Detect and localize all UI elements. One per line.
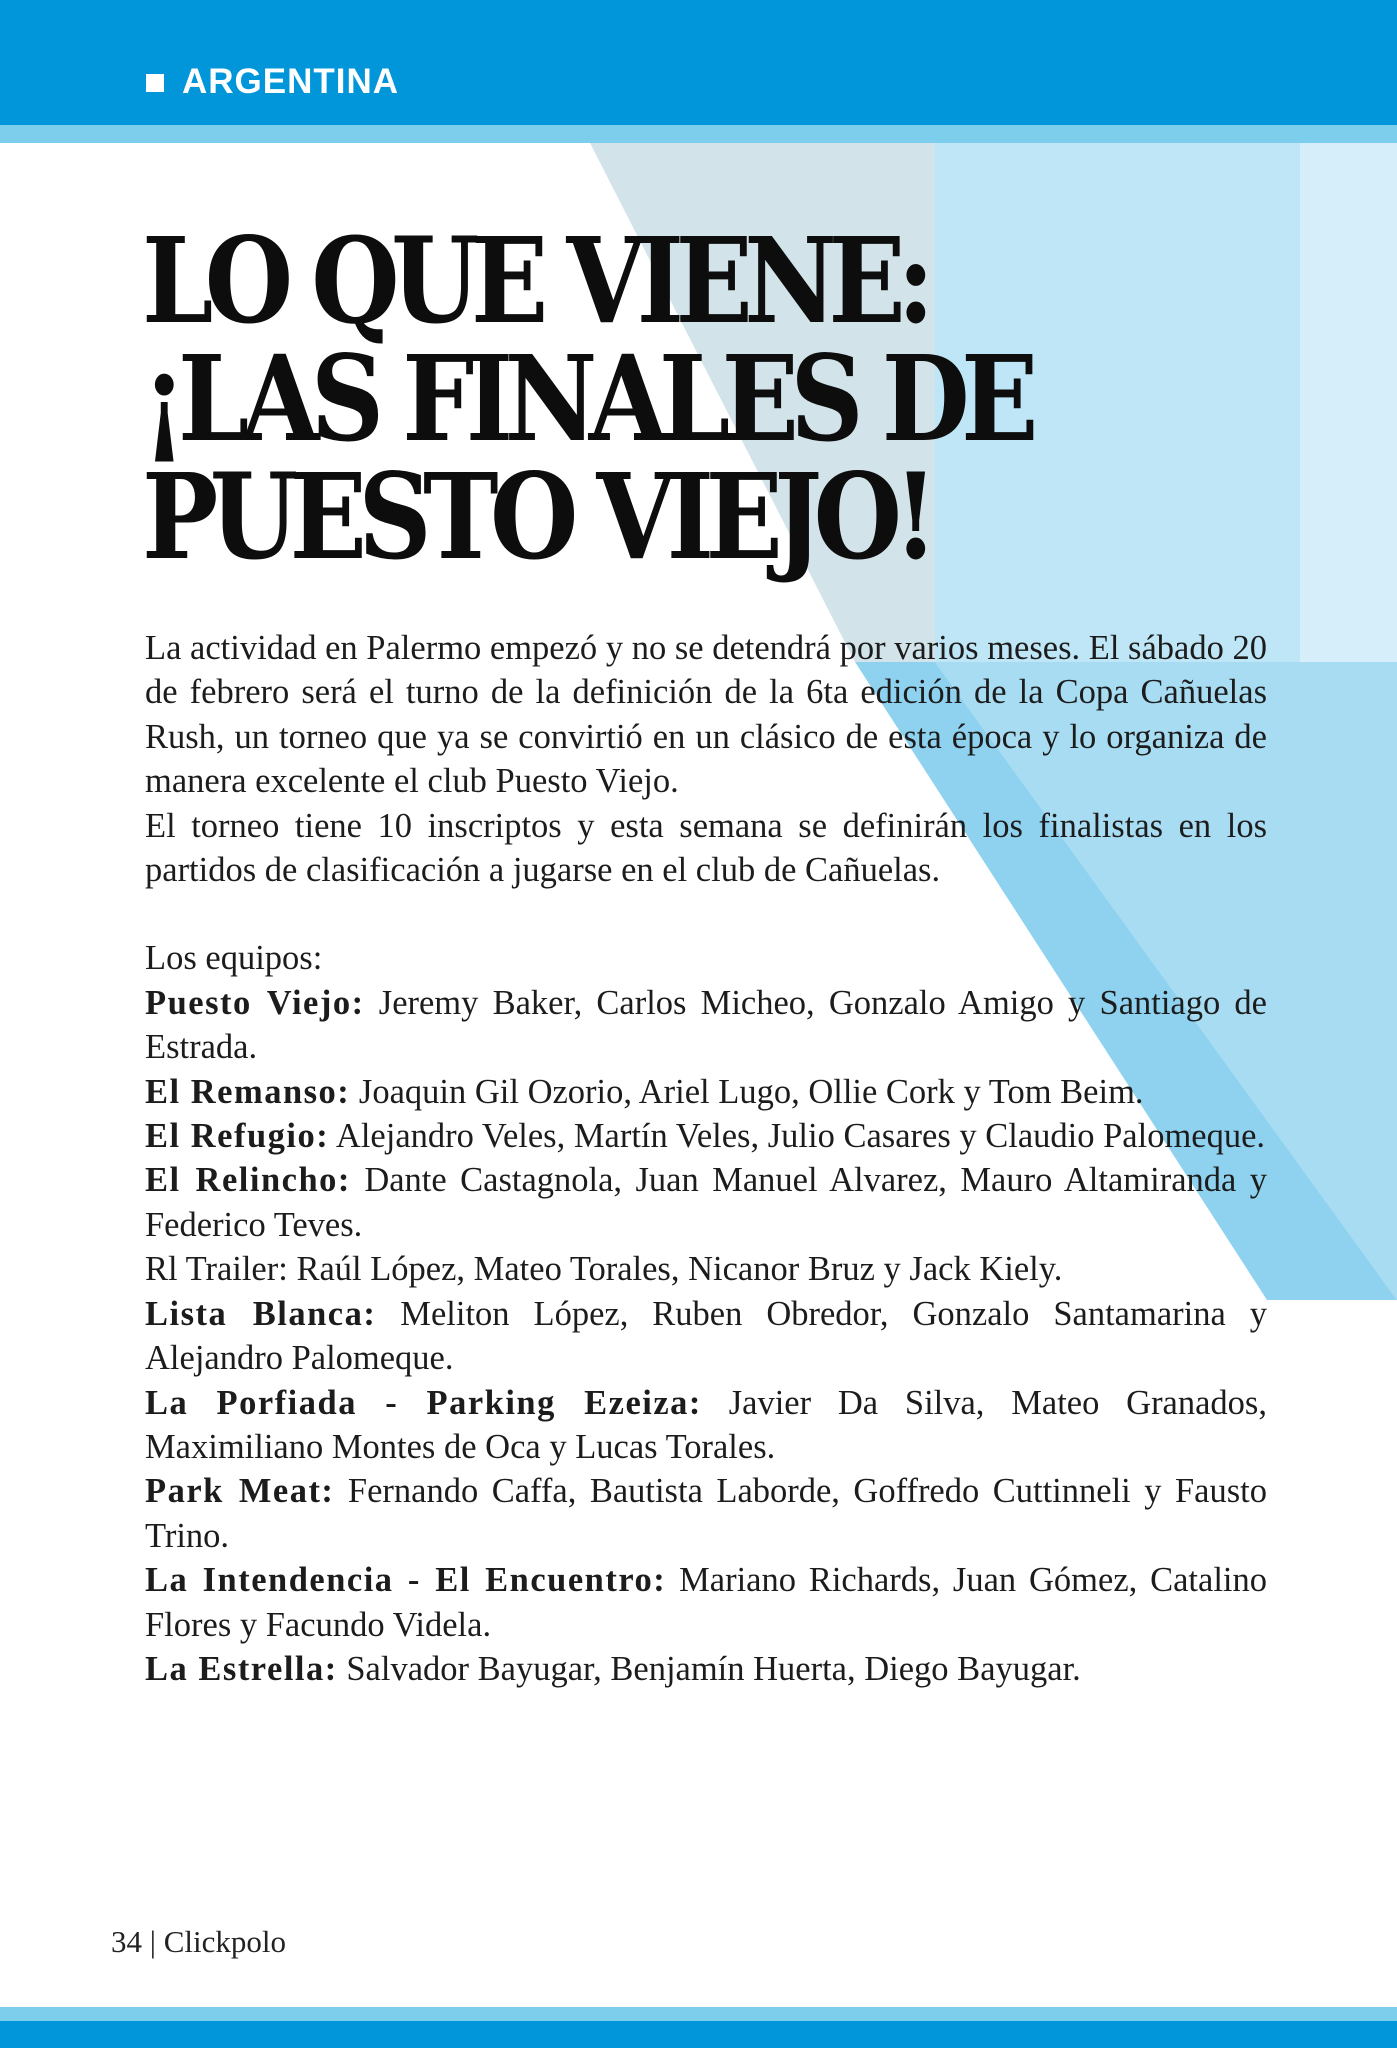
paragraph-gap — [145, 892, 1267, 936]
team-players: Salvador Bayugar, Benjamín Huerta, Diego Bayugar. — [337, 1649, 1081, 1688]
tournament-paragraph: El torneo tiene 10 inscriptos y esta semana se definirán los finalistas en los partidos de clasificación a jugarse en el club de Cañuelas. — [145, 806, 1267, 890]
team-players: Meliton López, Ruben Obredor, Gonzalo Santamarina y Alejandro Palomeque. — [145, 1294, 1267, 1378]
team-players: Jeremy Baker, Carlos Micheo, Gonzalo Amigo y Santiago de Estrada. — [145, 983, 1267, 1067]
team-players: Mariano Richards, Juan Gómez, Catalino Flores y Facundo Videla. — [145, 1561, 1267, 1644]
team-players: Fernando Caffa, Bautista Laborde, Goffredo Cuttinneli y Fausto Trino. — [145, 1472, 1267, 1555]
team-entry — [145, 1247, 1267, 1291]
headline-line: ¡LAS FINALES DE — [142, 329, 1030, 468]
team-name: Lista Blanca: — [145, 1294, 377, 1333]
teams-intro: Los equipos: — [145, 939, 323, 978]
section-label: ARGENTINA — [182, 62, 400, 101]
team-players: Dante Castagnola, Juan Manuel Alvarez, Mauro Altamiranda y Federico Teves. — [145, 1161, 1268, 1244]
footer-stripe — [0, 2007, 1397, 2021]
team-entry — [145, 1070, 1267, 1114]
article-headline — [142, 211, 1122, 586]
team-entry — [145, 1558, 1267, 1647]
team-players: Joaquin Gil Ozorio, Ariel Lugo, Ollie Cork y Tom Beim. — [350, 1072, 1144, 1111]
team-entry — [145, 1158, 1267, 1247]
team-name: El Remanso: — [145, 1072, 351, 1111]
team-name: El Refugio: — [145, 1117, 330, 1156]
team-name: La Intendencia - El Encuentro: — [145, 1561, 667, 1600]
team-entry — [145, 1381, 1267, 1470]
team-entry — [145, 1469, 1267, 1558]
article-body — [145, 626, 1267, 1691]
team-entry — [145, 1647, 1267, 1691]
headline-line: PUESTO VIEJO! — [142, 447, 930, 586]
team-players: Javier Da Silva, Mateo Granados, Maximiliano Montes de Oca y Lucas Torales. — [145, 1383, 1267, 1466]
team-players: Rl Trailer: Raúl López, Mateo Torales, Nicanor Bruz y Jack Kiely. — [145, 1250, 1063, 1289]
footer-bar — [0, 2021, 1397, 2048]
page-number: 34 — [111, 1924, 142, 1959]
team-entry — [145, 1292, 1267, 1381]
team-players: Alejandro Veles, Martín Veles, Julio Casares y Claudio Palomeque. — [329, 1117, 1266, 1156]
team-name: Puesto Viejo: — [145, 983, 365, 1022]
intro-paragraph: La actividad en Palermo empezó y no se detendrá por varios meses. El sábado 20 de febrero será el turno de la definición de la 6ta edición de la Copa Cañuelas Rush, un torneo que ya se convirtió en un clásico de esta época y lo organiza de manera excelente el club Puesto Viejo. — [145, 629, 1267, 801]
team-name: La Estrella: — [145, 1649, 338, 1688]
team-name: El Relincho: — [145, 1161, 351, 1200]
team-entry — [145, 981, 1267, 1070]
footer-separator: | — [149, 1924, 156, 1959]
team-name: La Porfiada - Parking Ezeiza: — [145, 1383, 702, 1422]
headline-line: LO QUE VIENE: — [142, 211, 926, 350]
team-name: Park Meat: — [145, 1472, 335, 1511]
page-footer — [111, 1922, 286, 1962]
publication-name: Clickpolo — [163, 1924, 286, 1959]
team-entry — [145, 1114, 1267, 1158]
